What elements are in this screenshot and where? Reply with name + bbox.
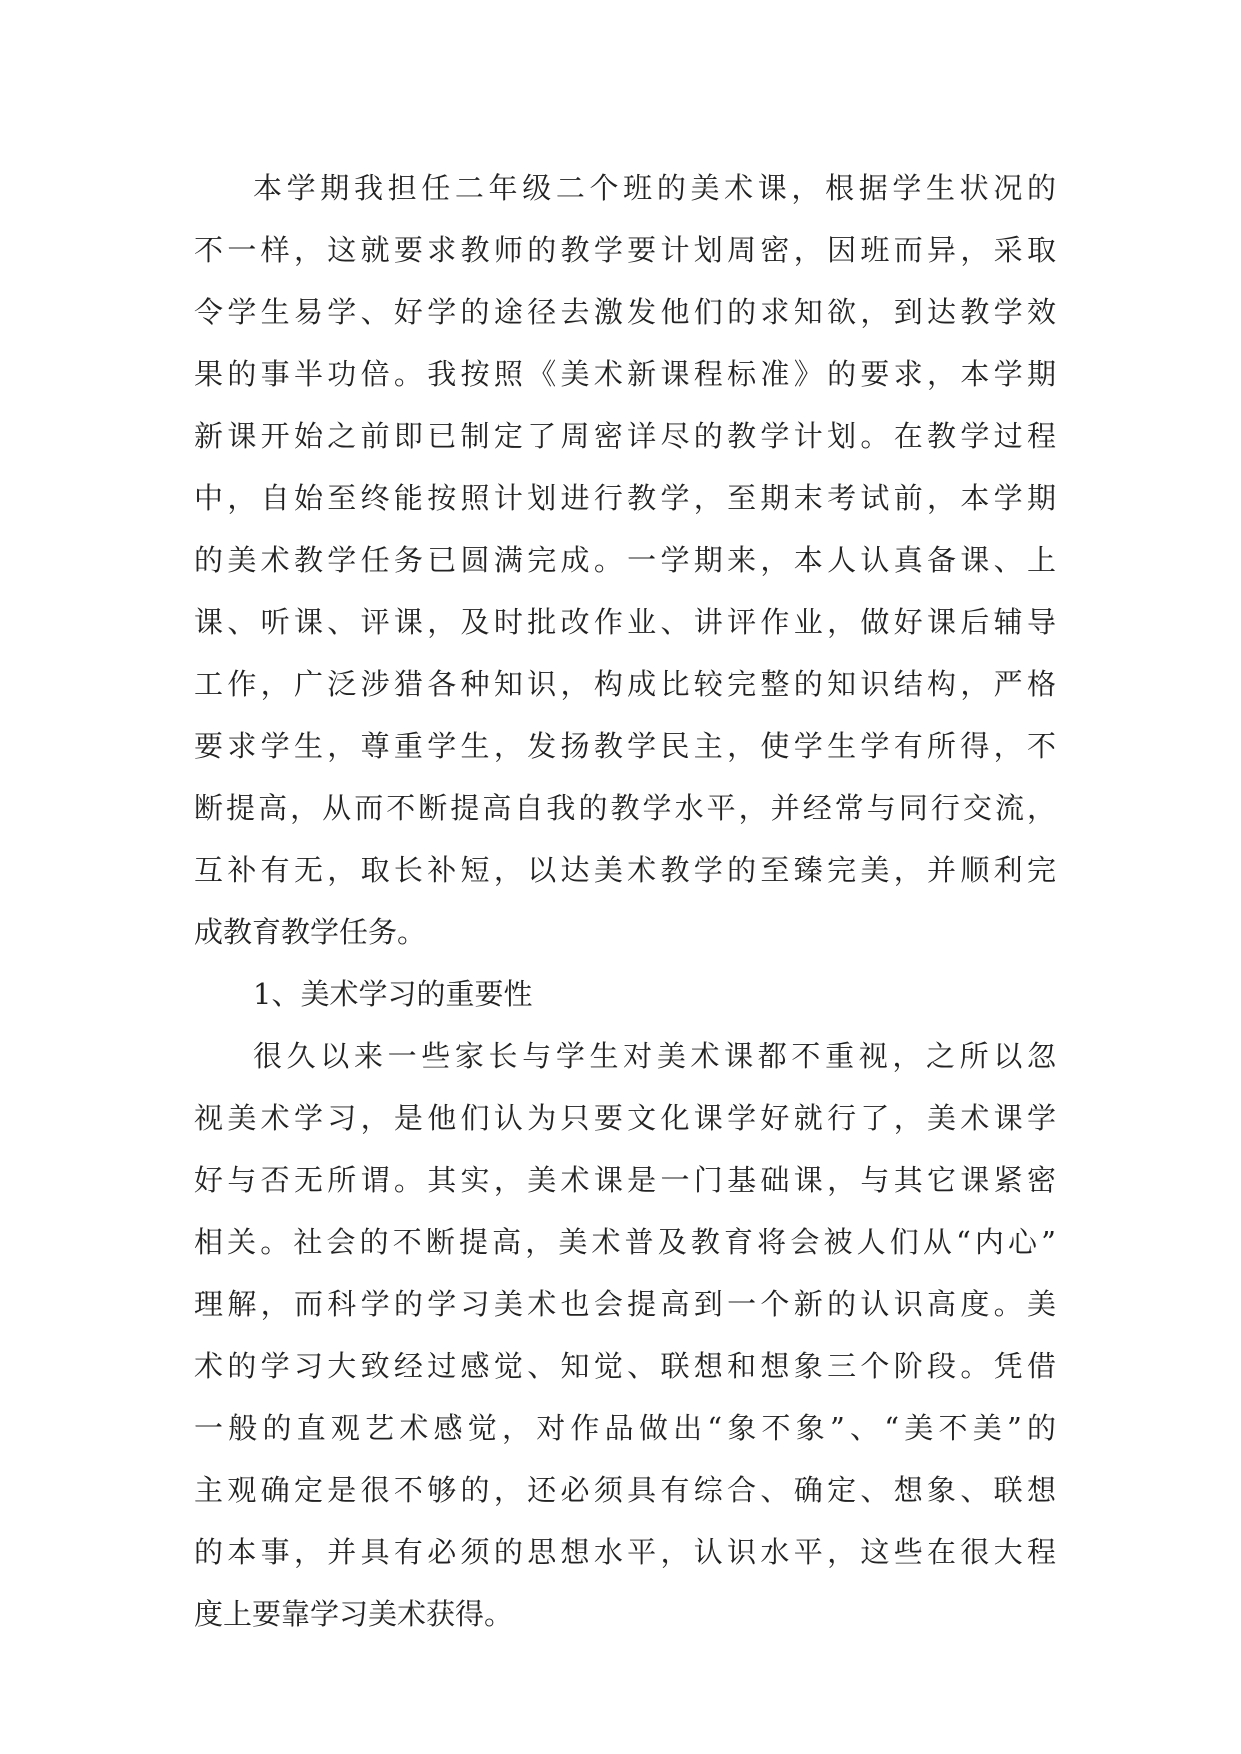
- text-line: 术的学习大致经过感觉、知觉、联想和想象三个阶段。凭借: [194, 1349, 1056, 1383]
- text-line: 的本事，并具有必须的思想水平，认识水平，这些在很大程: [194, 1535, 1056, 1569]
- text-line: 中，自始至终能按照计划进行教学，至期末考试前，本学期: [194, 481, 1056, 515]
- paragraph-2: [194, 1025, 1056, 1645]
- text-line: 互补有无，取长补短，以达美术教学的至臻完美，并顺利完: [194, 853, 1056, 887]
- text-line: 理解，而科学的学习美术也会提高到一个新的认识高度。美: [194, 1287, 1056, 1321]
- text-line: 的美术教学任务已圆满完成。一学期来，本人认真备课、上: [194, 543, 1056, 577]
- text-line: 果的事半功倍。我按照《美术新课程标准》的要求，本学期: [194, 357, 1056, 391]
- text-line: 主观确定是很不够的，还必须具有综合、确定、想象、联想: [194, 1473, 1056, 1507]
- text-line: 课、听课、评课，及时批改作业、讲评作业，做好课后辅导: [194, 605, 1056, 639]
- text-line: 令学生易学、好学的途径去激发他们的求知欲，到达教学效: [194, 295, 1056, 329]
- paragraph-1: [194, 157, 1056, 963]
- document-body: [194, 157, 1056, 1645]
- text-line: 很久以来一些家长与学生对美术课都不重视，之所以忽: [253, 1039, 1056, 1073]
- text-line: 工作，广泛涉猎各种知识，构成比较完整的知识结构，严格: [194, 667, 1056, 701]
- text-line: 断提高，从而不断提高自我的教学水平，并经常与同行交流，: [194, 791, 1056, 825]
- text-line: 新课开始之前即已制定了周密详尽的教学计划。在教学过程: [194, 419, 1056, 453]
- text-line: 相关。社会的不断提高，美术普及教育将会被人们从“内心”: [194, 1225, 1056, 1259]
- text-line: 视美术学习，是他们认为只要文化课学好就行了，美术课学: [194, 1101, 1056, 1135]
- section-heading: 1、美术学习的重要性: [253, 977, 533, 1011]
- text-line: 要求学生，尊重学生，发扬教学民主，使学生学有所得，不: [194, 729, 1056, 763]
- text-line: 度上要靠学习美术获得。: [194, 1597, 514, 1631]
- text-line: 不一样，这就要求教师的教学要计划周密，因班而异，采取: [194, 233, 1056, 267]
- text-line: 成教育教学任务。: [194, 915, 427, 949]
- text-line: 好与否无所谓。其实，美术课是一门基础课，与其它课紧密: [194, 1163, 1056, 1197]
- text-line: 一般的直观艺术感觉，对作品做出“象不象”、“美不美”的: [194, 1411, 1056, 1445]
- text-line: 本学期我担任二年级二个班的美术课，根据学生状况的: [253, 171, 1056, 205]
